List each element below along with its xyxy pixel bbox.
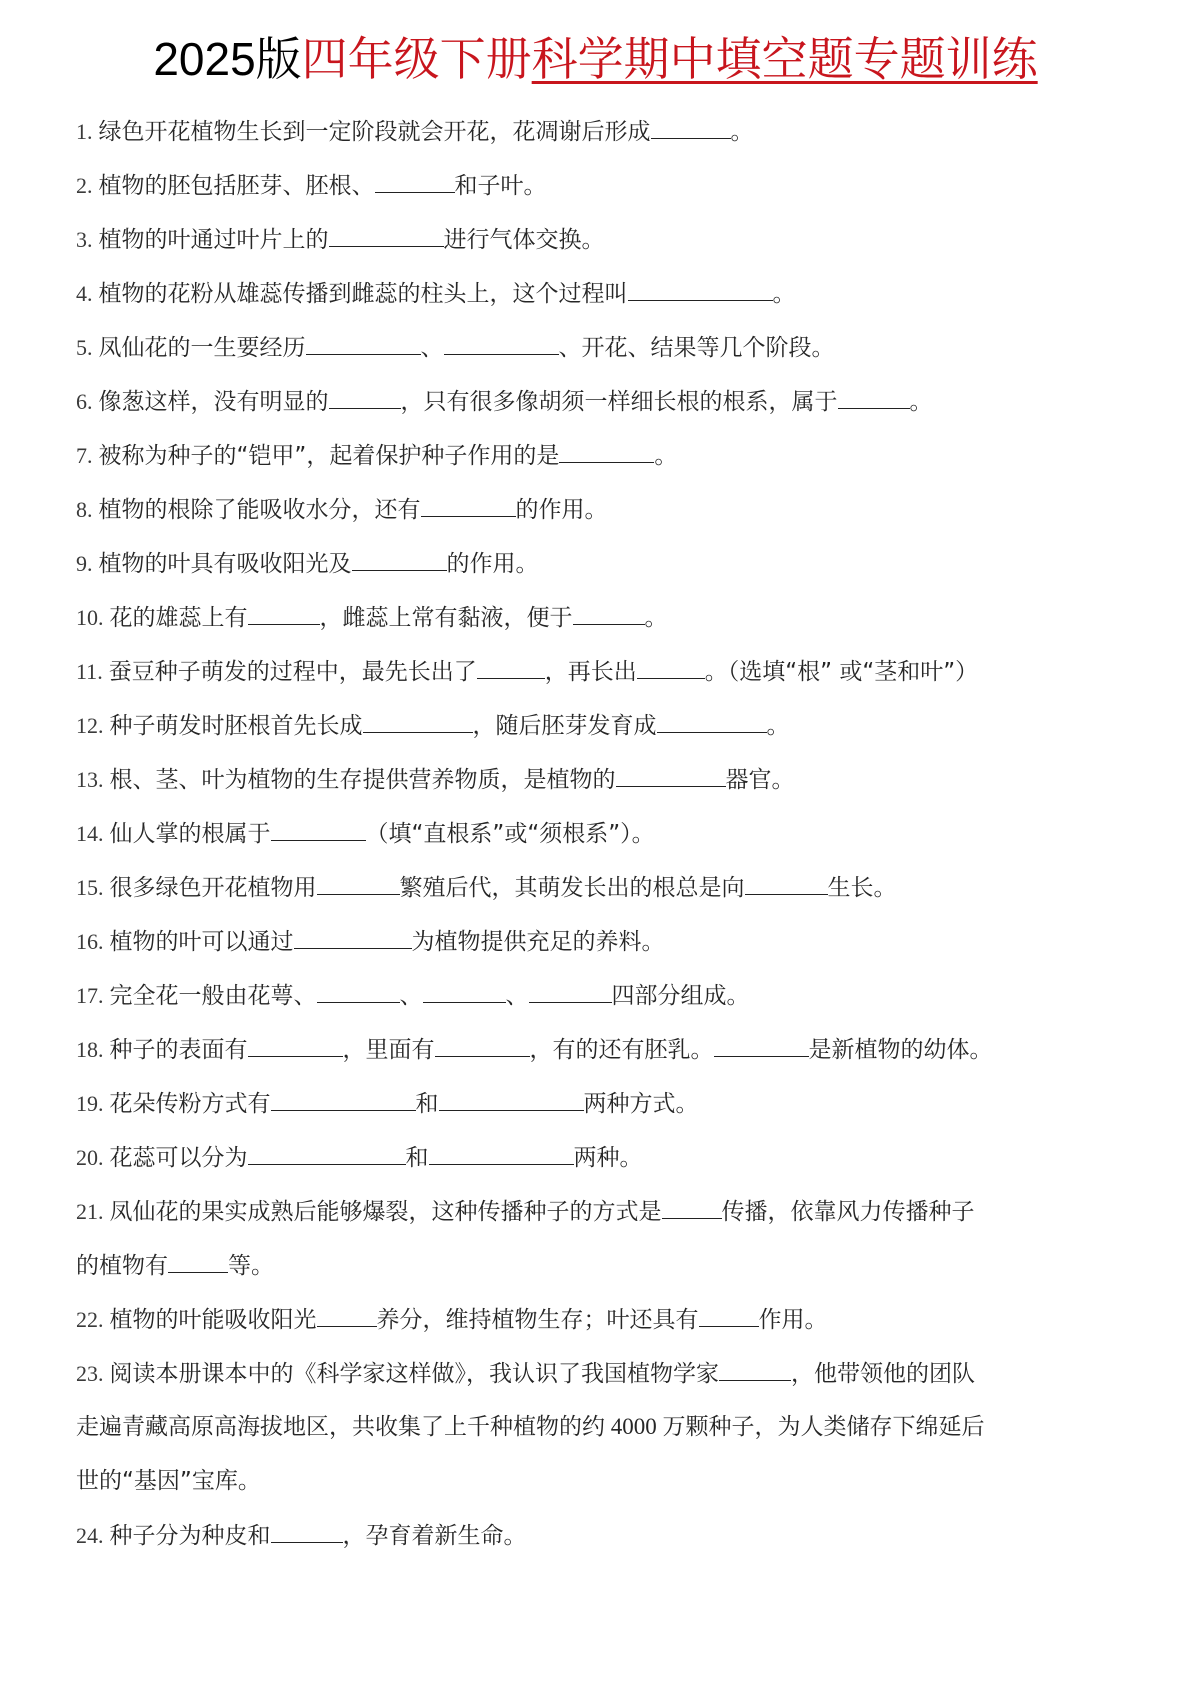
question-item [76, 440, 677, 471]
question-item [76, 278, 796, 309]
question-text: 凤仙花的一生要经历 [98, 335, 306, 361]
answer-blank[interactable] [719, 1358, 791, 1381]
question-text: 走遍青藏高原高海拔地区，共收集了上千种植物的约 [76, 1414, 605, 1440]
answer-blank[interactable] [559, 440, 654, 463]
question-text: 种子萌发时胚根首先长成 [109, 713, 363, 739]
answer-blank[interactable] [662, 1196, 722, 1219]
answer-blank[interactable] [375, 170, 455, 193]
answer-blank[interactable] [651, 116, 731, 139]
question-number: 2. [76, 173, 93, 198]
question-text: 的作用。 [515, 497, 608, 523]
answer-blank[interactable] [699, 1304, 759, 1327]
question-text: 的植物有 [76, 1253, 168, 1279]
question-text: 养分，维持植物生存；叶还具有 [376, 1307, 699, 1333]
question-text: 植物的胚包括胚芽、胚根、 [98, 173, 375, 199]
answer-blank[interactable] [616, 764, 726, 787]
question-number: 14. [76, 821, 104, 846]
question-continuation [76, 1466, 261, 1496]
question-number: 20. [76, 1145, 104, 1170]
question-text: 植物的叶通过叶片上的 [98, 227, 329, 253]
question-item [76, 1034, 993, 1065]
question-item [76, 872, 897, 903]
answer-blank[interactable] [573, 602, 645, 625]
question-item [76, 494, 608, 525]
question-item [76, 656, 978, 687]
question-item [76, 386, 933, 417]
answer-blank[interactable] [628, 278, 773, 301]
question-item [76, 1304, 828, 1335]
question-text: ，有的还有胚乳。 [529, 1037, 714, 1063]
question-item [76, 1358, 975, 1389]
question-text: 绿色开花植物生长到一定阶段就会开花，花凋谢后形成 [98, 119, 651, 145]
question-number: 3. [76, 227, 93, 252]
question-item [76, 926, 665, 957]
question-number: 9. [76, 551, 93, 576]
answer-blank[interactable] [317, 980, 400, 1003]
question-item [76, 764, 795, 795]
question-text: 为植物提供充足的养料。 [411, 929, 665, 955]
question-item [76, 1142, 643, 1173]
answer-blank[interactable] [329, 224, 444, 247]
question-item [76, 980, 750, 1011]
answer-blank[interactable] [423, 980, 506, 1003]
question-text: 两种方式。 [583, 1091, 699, 1117]
question-item [76, 224, 605, 255]
question-text: 。 [730, 119, 754, 145]
answer-blank[interactable] [838, 386, 910, 409]
question-item [76, 1520, 527, 1551]
question-text: 植物的花粉从雄蕊传播到雌蕊的柱头上，这个过程叫 [98, 281, 628, 307]
question-number: 4. [76, 281, 93, 306]
question-text: 、 [399, 983, 423, 1009]
question-text: 生长。 [827, 875, 897, 901]
answer-blank[interactable] [168, 1250, 228, 1273]
question-text: 和 [405, 1145, 429, 1171]
question-text: 的作用。 [446, 551, 539, 577]
answer-blank[interactable] [352, 548, 447, 571]
question-text: 像葱这样，没有明显的 [98, 389, 329, 415]
question-text: 花的雄蕊上有 [109, 605, 248, 631]
question-number: 12. [76, 713, 104, 738]
number-value: 4000 [605, 1414, 663, 1439]
question-text: 植物的根除了能吸收水分，还有 [98, 497, 421, 523]
question-number: 6. [76, 389, 93, 414]
question-text: 。（选填“根” 或“茎和叶”） [704, 659, 979, 685]
question-text: 被称为种子的“铠甲”，起着保护种子作用的是 [98, 443, 560, 469]
question-text: 繁殖后代，其萌发长出的根总是向 [399, 875, 745, 901]
question-text: 等。 [228, 1253, 274, 1279]
question-text: 两种。 [573, 1145, 643, 1171]
answer-blank[interactable] [637, 656, 705, 679]
question-text: 花朵传粉方式有 [109, 1091, 271, 1117]
question-number: 5. [76, 335, 93, 360]
question-text: 植物的叶具有吸收阳光及 [98, 551, 352, 577]
question-number: 15. [76, 875, 104, 900]
question-text: 。 [909, 389, 933, 415]
question-text: 花蕊可以分为 [109, 1145, 248, 1171]
question-text: ，他带领他的团队 [791, 1361, 975, 1387]
question-item [76, 116, 754, 147]
answer-blank[interactable] [421, 494, 516, 517]
question-text: 完全花一般由花萼、 [109, 983, 317, 1009]
answer-blank[interactable] [477, 656, 545, 679]
question-text: 很多绿色开花植物用 [109, 875, 317, 901]
answer-blank[interactable] [248, 1034, 343, 1057]
question-number: 23. [76, 1361, 104, 1386]
question-continuation [76, 1250, 274, 1281]
question-text: 植物的叶能吸收阳光 [109, 1307, 317, 1333]
answer-blank[interactable] [294, 926, 412, 949]
question-text: 和 [415, 1091, 439, 1117]
question-item [76, 602, 668, 633]
answer-blank[interactable] [248, 602, 320, 625]
question-number: 16. [76, 929, 104, 954]
question-text: 万颗种子，为人类储存下绵延后 [662, 1414, 985, 1440]
question-number: 1. [76, 119, 93, 144]
title-subject: 科学期中填空题专题训练 [531, 32, 1038, 86]
question-text: 阅读本册课本中的《科学家这样做》，我认识了我国植物学家 [109, 1361, 719, 1387]
question-item [76, 170, 547, 201]
question-number: 22. [76, 1307, 104, 1332]
answer-blank[interactable] [271, 1088, 416, 1111]
question-number: 21. [76, 1199, 104, 1224]
question-number: 10. [76, 605, 104, 630]
question-number: 18. [76, 1037, 104, 1062]
answer-blank[interactable] [271, 1520, 343, 1543]
answer-blank[interactable] [317, 1304, 377, 1327]
question-text: 、 [505, 983, 529, 1009]
answer-blank[interactable] [714, 1034, 809, 1057]
question-text: 进行气体交换。 [443, 227, 605, 253]
answer-blank[interactable] [429, 1142, 574, 1165]
question-text: ，孕育着新生命。 [342, 1523, 527, 1549]
answer-blank[interactable] [363, 710, 473, 733]
question-number: 13. [76, 767, 104, 792]
answer-blank[interactable] [306, 332, 421, 355]
question-text: 是新植物的幼体。 [808, 1037, 993, 1063]
question-text: 和子叶。 [454, 173, 547, 199]
question-number: 11. [76, 659, 103, 684]
question-text: 根、茎、叶为植物的生存提供营养物质，是植物的 [109, 767, 616, 793]
question-text: 仙人掌的根属于 [109, 821, 271, 847]
answer-blank[interactable] [657, 710, 767, 733]
answer-blank[interactable] [329, 386, 401, 409]
question-number: 24. [76, 1523, 104, 1548]
question-item [76, 332, 835, 363]
question-text: ，随后胚芽发育成 [472, 713, 657, 739]
question-text: 。 [766, 713, 790, 739]
answer-blank[interactable] [439, 1088, 584, 1111]
question-continuation [76, 1412, 985, 1442]
question-text: （填“直根系”或“须根系”）。 [365, 821, 655, 847]
question-number: 17. [76, 983, 104, 1008]
question-text: 传播，依靠风力传播种子 [721, 1199, 975, 1225]
question-text: 器官。 [725, 767, 795, 793]
question-item [76, 1196, 975, 1227]
question-text: ，里面有 [342, 1037, 435, 1063]
question-text: ，只有很多像胡须一样细长根的根系，属于 [400, 389, 838, 415]
question-number: 7. [76, 443, 93, 468]
question-text: ，再长出 [544, 659, 637, 685]
title-grade: 四年级下册 [301, 32, 532, 86]
answer-blank[interactable] [248, 1142, 406, 1165]
title-year: 2025版 [153, 33, 302, 85]
question-item [76, 710, 790, 741]
answer-blank[interactable] [745, 872, 828, 895]
question-text: 凤仙花的果实成熟后能够爆裂，这种传播种子的方式是 [109, 1199, 662, 1225]
question-item [76, 1088, 699, 1119]
question-number: 8. [76, 497, 93, 522]
question-text: ，雌蕊上常有黏液，便于 [319, 605, 573, 631]
question-number: 19. [76, 1091, 104, 1116]
answer-blank[interactable] [529, 980, 612, 1003]
question-text: 、 [420, 335, 444, 361]
question-text: 植物的叶可以通过 [109, 929, 294, 955]
question-text: 。 [654, 443, 678, 469]
question-text: 种子的表面有 [109, 1037, 248, 1063]
answer-blank[interactable] [435, 1034, 530, 1057]
answer-blank[interactable] [271, 818, 366, 841]
answer-blank[interactable] [317, 872, 400, 895]
question-text: 、开花、结果等几个阶段。 [558, 335, 835, 361]
question-text: 蚕豆种子萌发的过程中，最先长出了 [108, 659, 477, 685]
question-text: 作用。 [758, 1307, 828, 1333]
question-text: 世的“基因”宝库。 [76, 1468, 261, 1494]
question-text: 。 [772, 281, 796, 307]
question-text: 四部分组成。 [611, 983, 750, 1009]
answer-blank[interactable] [444, 332, 559, 355]
question-item [76, 548, 539, 579]
question-text: 。 [644, 605, 668, 631]
document-title [0, 28, 1191, 90]
question-item [76, 818, 655, 849]
question-text: 种子分为种皮和 [109, 1523, 271, 1549]
